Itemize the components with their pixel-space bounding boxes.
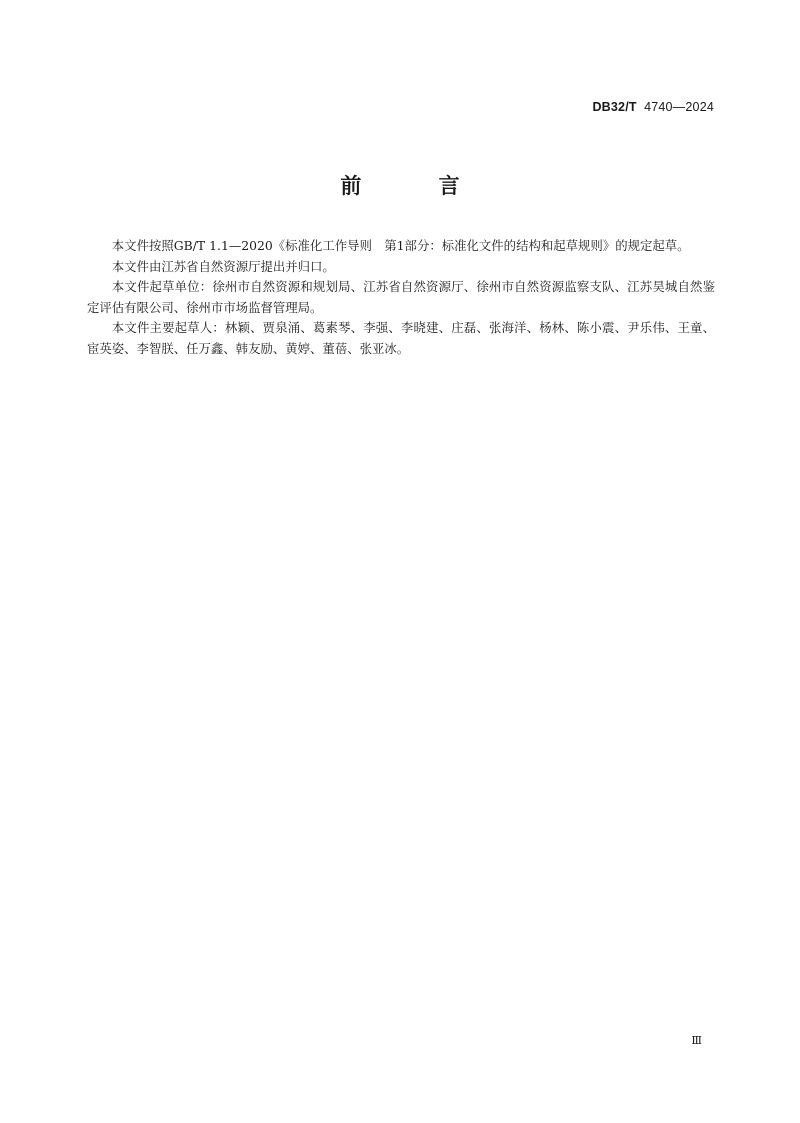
document-code-number: 4740—2024 [644, 100, 714, 114]
document-code [592, 100, 714, 114]
paragraph-proposer: 本文件由江苏省自然资源厅提出并归口。 [111, 258, 335, 274]
foreword-body [87, 236, 715, 359]
document-code-prefix: DB32/T [592, 100, 637, 114]
paragraph-drafting-basis: 本文件按照GB/T 1.1—2020《标准化工作导则 第1部分：标准化文件的结构和起草规则》的规定起草。 [111, 238, 690, 253]
page-number: Ⅲ [691, 1034, 702, 1047]
paragraph-drafting-units: 本文件起草单位：徐州市自然资源和规划局、江苏省自然资源厅、徐州市自然资源监察支队、江苏昊城自然鉴定评估有限公司、徐州市市场监督管理局。 [87, 279, 715, 315]
paragraph-drafters: 本文件主要起草人：林颖、贾泉涌、葛素琴、李强、李晓建、庄磊、张海洋、杨林、陈小震、尹乐伟、王童、宦英姿、李智朕、任万鑫、韩友励、黄婷、董蓓、张亚冰。 [87, 320, 715, 356]
page-title: 前 言 [340, 174, 495, 198]
